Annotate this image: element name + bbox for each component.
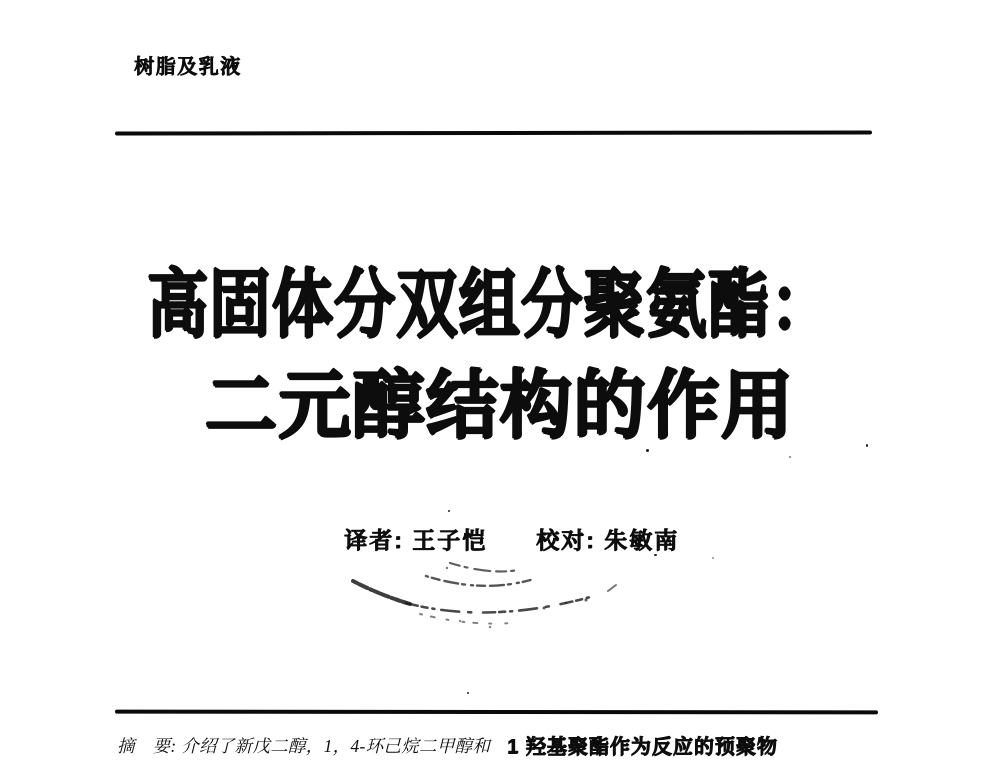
article-title-line-2: 二元醇结构的作用: [205, 364, 795, 447]
top-divider-rule: [115, 130, 872, 135]
scan-speck: [654, 554, 657, 556]
abstract-intro-text: 摘 要: 介绍了新戊二醇，1，4-环己烷二甲醇和: [117, 736, 491, 756]
article-title: [0, 254, 1000, 456]
article-title-line-1: 高固体分双组分聚氨酯：: [147, 263, 833, 346]
category-header: 树脂及乳液: [134, 56, 242, 78]
scan-speck: [646, 449, 649, 452]
ring-stain-artifact: [340, 551, 640, 641]
section-1-heading: 1 羟基聚酯作为反应的预聚物: [507, 736, 778, 758]
scan-speck: [789, 456, 791, 458]
bottom-divider-rule: [115, 710, 878, 715]
proofreader-credit: 校对: 朱敏南: [536, 527, 680, 553]
scan-speck: [866, 444, 868, 447]
scan-speck: [467, 692, 469, 694]
scan-speck: [448, 510, 450, 512]
scan-speck: [712, 557, 714, 559]
translator-credit: 译者: 王子恺: [344, 527, 488, 553]
